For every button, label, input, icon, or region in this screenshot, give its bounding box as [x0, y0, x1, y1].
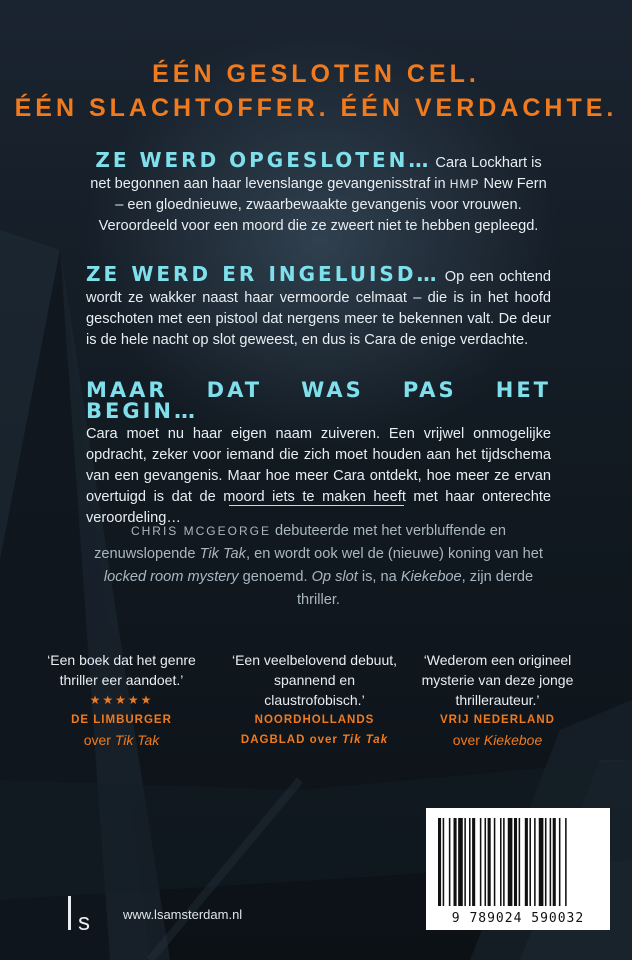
blurb-1-text-a: Cara Lockhart is net begonnen aan haar levenslange gevangenisstraf in: [90, 155, 542, 192]
review-3-text: ‘Wederom een origineel mysterie van deze jonge thrillerauteur.’: [421, 652, 574, 708]
review-2-source: NOORDHOLLANDS DAGBLAD: [240, 714, 375, 746]
headline-line-1: ÉÉN GESLOTEN CEL.: [152, 60, 480, 88]
review-1-over: over: [83, 732, 115, 748]
svg-text:s: s: [78, 909, 90, 936]
blurb-paragraph-3: [86, 380, 551, 529]
author-bio-text-3: genoemd.: [238, 569, 312, 585]
review-quote-3: [410, 650, 585, 750]
blurb-2-lead: ZE WERD ER INGELUISD…: [86, 262, 440, 286]
isbn-barcode: [426, 808, 610, 930]
blurb-1-hmp: HMP: [449, 177, 480, 191]
author-genre: locked room mystery: [103, 569, 239, 585]
review-2-source-line: [227, 710, 402, 750]
author-bio-text-1: debuteerde met het verbluffende en zenuwslopende: [94, 523, 507, 562]
blurb-1-lead: ZE WERD OPGESLOTEN…: [95, 148, 432, 172]
review-1-about: [34, 730, 209, 750]
review-3-over: over: [452, 732, 484, 748]
blurb-2-text: Op een ochtend wordt ze wakker naast haar vermoorde celmaat – die is in het hoofd geschoten met een pistool dat nergens meer te bekennen valt. De deur is de hele nacht op slot geweest, en dus is Cara de enige verdachte.: [86, 269, 551, 348]
author-name: CHRIS MCGEORGE: [130, 524, 271, 538]
review-3-source: VRIJ NEDERLAND: [440, 714, 555, 726]
review-3-about: [410, 730, 585, 750]
review-2-over: over: [305, 734, 343, 746]
review-2-text: ‘Een veelbelovend debuut, spannend en claustrofobisch.’: [231, 652, 398, 708]
author-bio-text-4: is, na: [357, 569, 401, 585]
review-1-book: Tik Tak: [114, 732, 160, 748]
isbn-digits: 9 789024 590032: [451, 911, 585, 926]
review-quote-2: [227, 650, 402, 750]
blurb-paragraph-2: [86, 264, 551, 351]
review-1-stars: ★★★★★: [89, 693, 154, 707]
author-bio: [86, 520, 551, 612]
review-1-source: DE LIMBURGER: [71, 714, 172, 726]
publisher-website[interactable]: www.lsamsterdam.nl: [123, 907, 243, 922]
review-1-text: ‘Een boek dat het genre thriller eer aandoet.’: [47, 652, 196, 688]
publisher-logo: [64, 890, 104, 938]
author-bio-text-5: , zijn derde thriller.: [297, 569, 534, 608]
review-3-book: Kiekeboe: [483, 732, 543, 748]
blurb-paragraph-1: [86, 150, 551, 237]
blurb-3-lead: MAAR DAT WAS PAS HET BEGIN…: [86, 378, 551, 423]
headline-line-2: ÉÉN SLACHTOFFER. ÉÉN VERDACHTE.: [14, 94, 618, 122]
author-book-1: Tik Tak: [199, 546, 246, 562]
barcode-bars: [426, 808, 610, 908]
review-quote-1: [34, 650, 209, 750]
section-divider: [229, 505, 404, 506]
author-book-2: Op slot: [311, 569, 358, 585]
review-2-book: Tik Tak: [342, 734, 389, 746]
author-book-3: Kiekeboe: [400, 569, 462, 585]
blurb-3-text: Cara moet nu haar eigen naam zuiveren. Een vrijwel onmogelijke opdracht, zeker voor iemand die zich moet houden aan het tijdschema van een gevangenis. Maar hoe meer Cara ontdekt, hoe meer ze ervan overtuigd is dat de moord iets te maken heeft met haar onterechte veroordeling…: [86, 426, 551, 526]
blurb-1-text-b: New Fern – een gloednieuwe, zwaarbewaakte gevangenis voor vrouwen. Veroordeeld voor een moord die ze zweert niet te hebben gepleegd.: [98, 176, 547, 234]
author-bio-text-2: , en wordt ook wel de (nieuwe) koning van het: [245, 546, 543, 562]
